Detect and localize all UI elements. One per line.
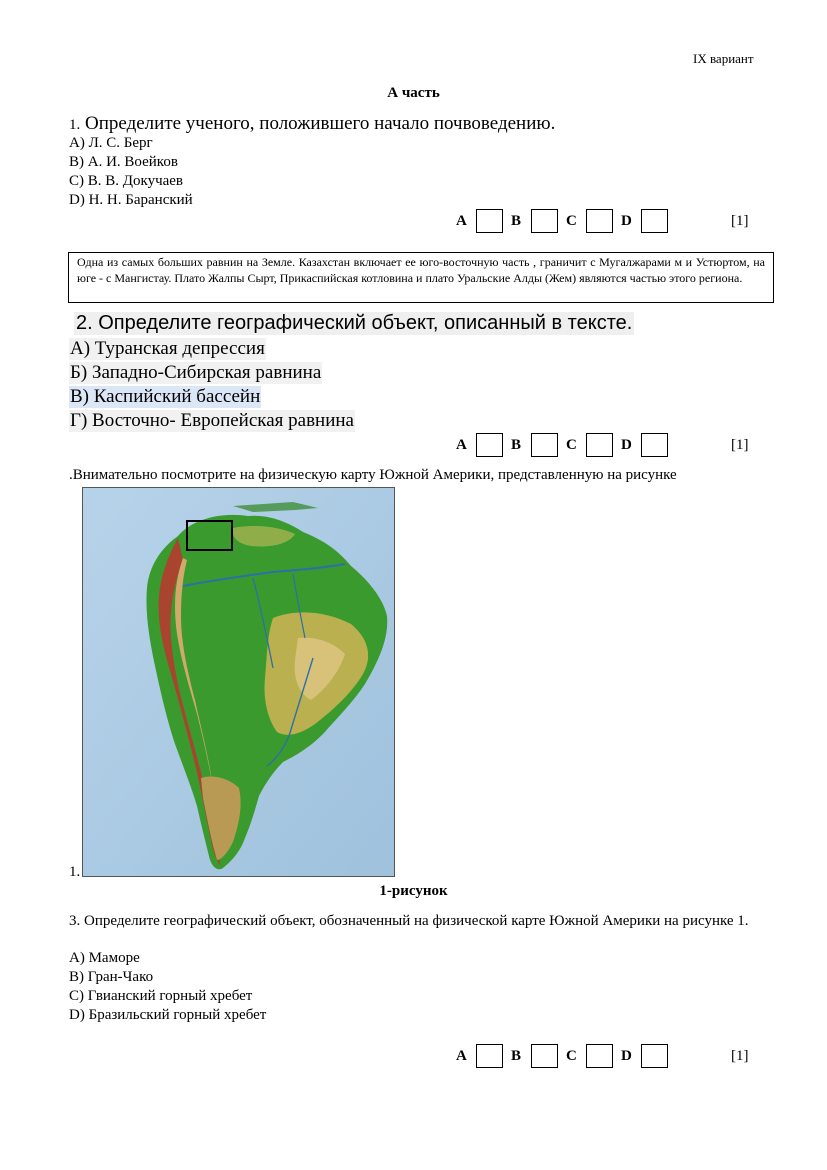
answer-box-c[interactable] <box>586 433 613 457</box>
answer-box-d[interactable] <box>641 1044 668 1068</box>
answer-box-c[interactable] <box>586 1044 613 1068</box>
answer-box-b[interactable] <box>531 209 558 233</box>
question-1 <box>69 113 555 135</box>
answer-box-b[interactable] <box>531 433 558 457</box>
q2-option-d: Г) Восточно- Европейская равнина <box>70 410 354 431</box>
answer-label-b: B <box>511 437 522 453</box>
map-intro-text: .Внимательно посмотрите на физическую карту Южной Америки, представленную на рисунке <box>69 467 677 483</box>
q1-option-d: D) Н. Н. Баранский <box>69 192 193 208</box>
part-title: А часть <box>387 85 440 101</box>
figure-caption: 1-рисунок <box>379 883 448 899</box>
points-label: [1] <box>731 437 749 453</box>
answer-label-d: D <box>621 213 632 229</box>
q3-option-c: C) Гвианский горный хребет <box>69 988 253 1004</box>
question-1-text: Определите ученого, положившего начало почвоведению. <box>85 113 556 134</box>
passage-box: Одна из самых больших равнин на Земле. Казахстан включает ее юго-восточную часть , граничит с Мугалжарами м и Устюртом, на юге - с Мангистау. Плато Жалпы Сырт, Прикаспийская котловина и плато Уральские Алды (Жем) являются частью этого региона. <box>68 252 774 303</box>
q3-option-b: B) Гран-Чако <box>69 969 154 985</box>
q2-option-a: А) Туранская депрессия <box>70 338 265 359</box>
answer-label-c: C <box>566 437 577 453</box>
question-2-text: 2. Определите географический объект, описанный в тексте. <box>76 312 633 334</box>
q1-option-a: A) Л. С. Берг <box>69 135 153 151</box>
points-label: [1] <box>731 1048 749 1064</box>
answer-label-a: A <box>456 213 467 229</box>
south-america-map <box>82 487 395 877</box>
answer-label-b: B <box>511 213 522 229</box>
answer-label-d: D <box>621 1048 632 1064</box>
answer-box-d[interactable] <box>641 433 668 457</box>
answer-label-d: D <box>621 437 632 453</box>
answer-label-b: B <box>511 1048 522 1064</box>
answer-box-a[interactable] <box>476 209 503 233</box>
question-3-text: 3. Определите географический объект, обозначенный на физической карте Южной Америки на рисунке 1. <box>69 913 749 929</box>
answer-box-a[interactable] <box>476 1044 503 1068</box>
answer-label-a: A <box>456 437 467 453</box>
q3-option-d: D) Бразильский горный хребет <box>69 1007 267 1023</box>
q3-option-a: A) Маморе <box>69 950 140 966</box>
q2-option-c: В) Каспийский бассейн <box>70 386 261 407</box>
answer-row-3 <box>0 1044 827 1070</box>
map-image <box>83 488 395 877</box>
answer-box-a[interactable] <box>476 433 503 457</box>
answer-label-c: C <box>566 1048 577 1064</box>
answer-row-2 <box>0 433 827 459</box>
q1-option-c: C) В. В. Докучаев <box>69 173 184 189</box>
question-1-number: 1. <box>69 117 81 133</box>
answer-row-1 <box>0 209 827 235</box>
figure-number: 1. <box>69 864 81 880</box>
answer-label-a: A <box>456 1048 467 1064</box>
q2-option-b: Б) Западно-Сибирская равнина <box>70 362 322 383</box>
q1-option-b: B) А. И. Воейков <box>69 154 178 170</box>
answer-box-b[interactable] <box>531 1044 558 1068</box>
answer-box-c[interactable] <box>586 209 613 233</box>
answer-label-c: C <box>566 213 577 229</box>
points-label: [1] <box>731 213 749 229</box>
answer-box-d[interactable] <box>641 209 668 233</box>
variant-label: IX вариант <box>693 51 754 66</box>
